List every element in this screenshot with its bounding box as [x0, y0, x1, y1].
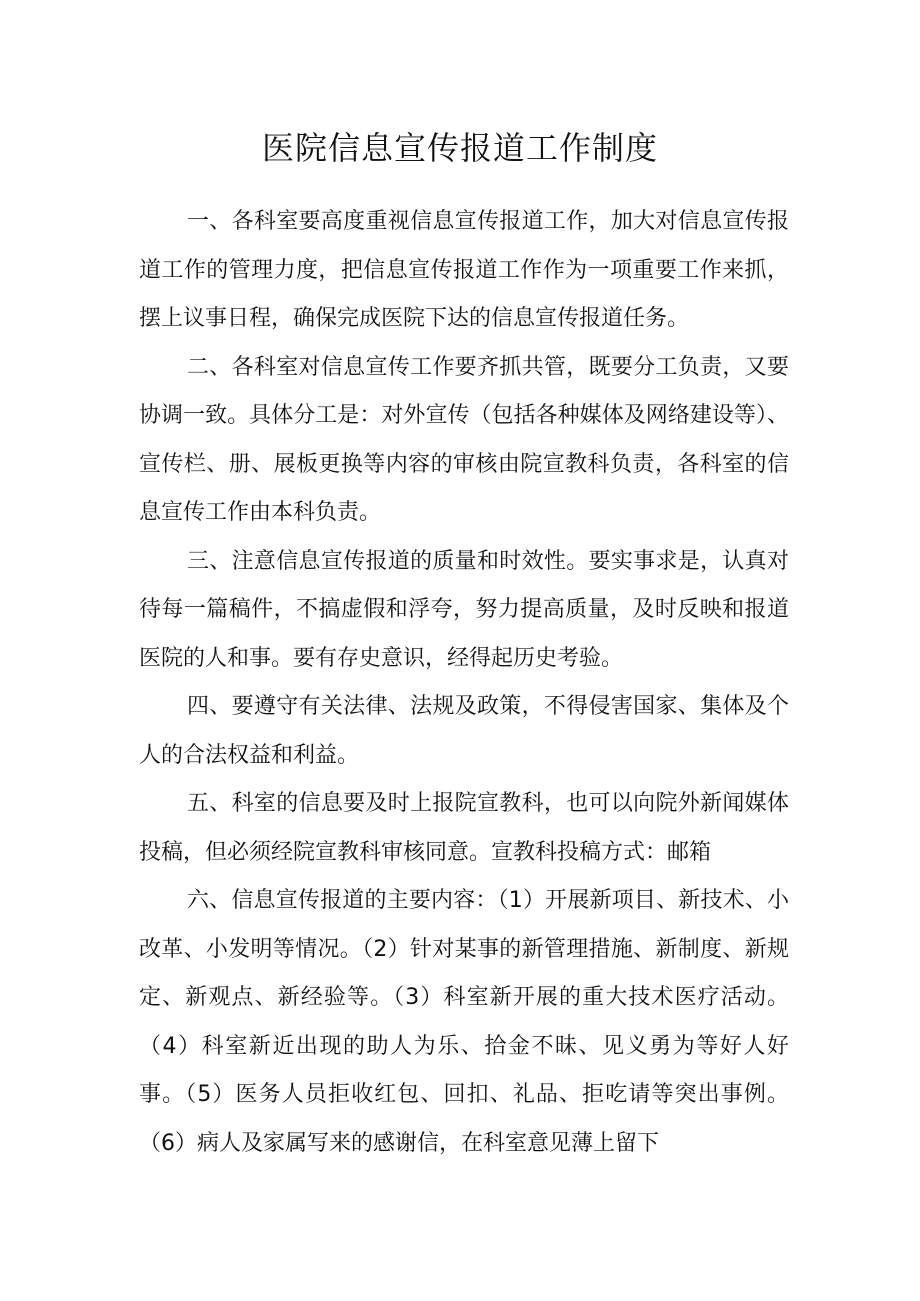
document-body: [139, 198, 789, 1168]
paragraph-6: 六、信息宣传报道的主要内容：（1）开展新项目、新技术、小改革、小发明等情况。（2）针对某事的新管理措施、新制度、新规定、新观点、新经验等。（3）科室新开展的重大技术医疗活动。（4）科室新近出现的助人为乐、拾金不昧、见义勇为等好人好事。（5）医务人员拒收红包、回扣、礼品、拒吃请等突出事例。（6）病人及家属写来的感谢信，在科室意见薄上留下: [139, 888, 789, 1156]
paragraph-4: 四、要遵守有关法律、法规及政策，不得侵害国家、集体及个人的合法权益和利益。: [139, 694, 789, 768]
paragraph-2: 二、各科室对信息宣传工作要齐抓共管，既要分工负责，又要协调一致。具体分工是：对外宣传（包括各种媒体及网络建设等）、宣传栏、册、展板更换等内容的审核由院宣教科负责，各科室的信息宣传工作由本科负责。: [139, 354, 789, 525]
document-title: 医院信息宣传报道工作制度: [261, 129, 658, 167]
paragraph-1: 一、各科室要高度重视信息宣传报道工作，加大对信息宣传报道工作的管理力度，把信息宣传报道工作作为一项重要工作来抓，摆上议事日程，确保完成医院下达的信息宣传报道任务。: [139, 209, 789, 331]
paragraph-5: 五、科室的信息要及时上报院宣教科，也可以向院外新闻媒体投稿，但必须经院宣教科审核同意。宣教科投稿方式：邮箱: [139, 791, 789, 865]
paragraph-3: 三、注意信息宣传报道的质量和时效性。要实事求是，认真对待每一篇稿件，不搞虚假和浮夸，努力提高质量，及时反映和报道医院的人和事。要有存史意识，经得起历史考验。: [139, 548, 789, 671]
